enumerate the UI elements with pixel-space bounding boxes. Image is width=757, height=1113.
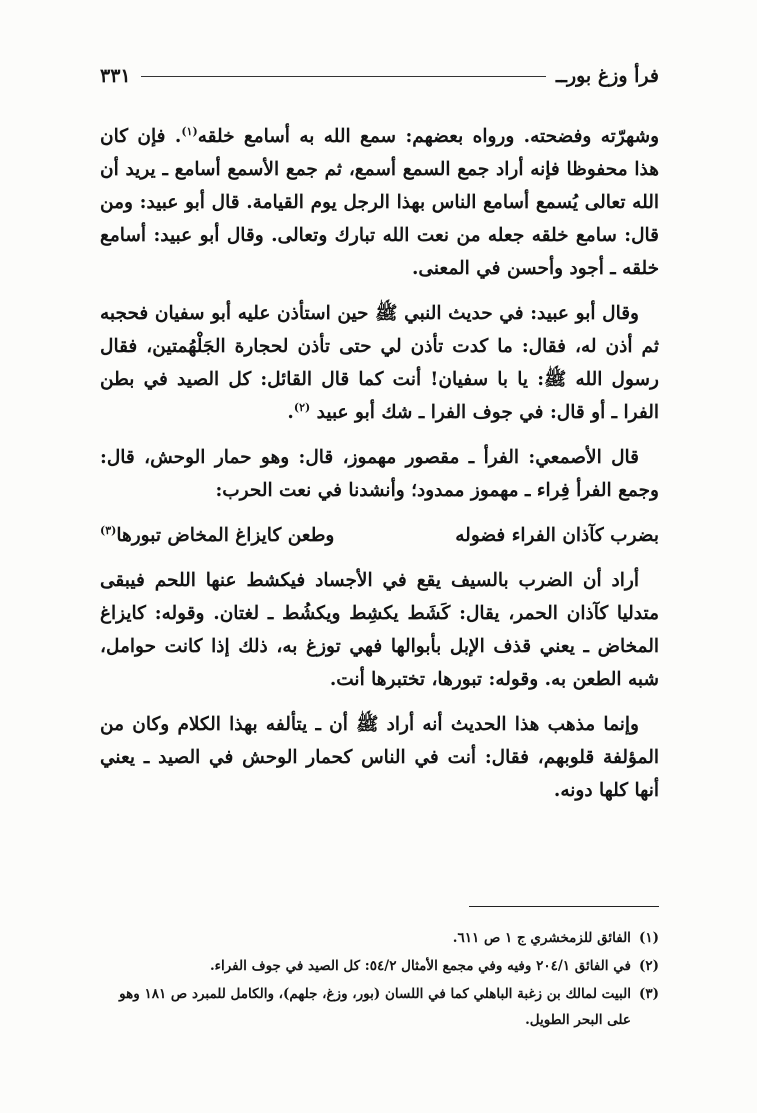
footnote-2 xyxy=(100,953,659,979)
footnote-ref-3: (٣) xyxy=(100,523,117,537)
paragraph-1 xyxy=(100,120,659,285)
paragraph-4: أراد أن الضرب بالسيف يقع في الأجساد فيكشط عنها اللحم فيبقى متدليا كآذان الحمر، يقال: كَشَط يكشِط ويكشُط ـ لغتان. وقوله: كايزاغ المخاض ـ يعني قذف الإبل بأبوالها فهي توزغ به، ذلك إذا كانت حوامل، شبه الطعن به. وقوله: تبورها، تختبرها أنت. xyxy=(100,570,659,690)
footnote-number: (٣) xyxy=(638,986,659,1002)
running-header xyxy=(100,58,659,94)
footnote-number: (٢) xyxy=(638,958,659,974)
footnote-ref-2: (٢) xyxy=(293,400,311,414)
paragraph-5: وإنما مذهب هذا الحديث أنه أراد ﷺ أن ـ يتألفه بهذا الكلام وكان من المؤلفة قلوبهم، فقال: أنت في الناس كحمار الوحش في الصيد ـ يعني أنها كلها دونه. xyxy=(100,714,659,801)
paragraph-3: قال الأصمعي: الفرأ ـ مقصور مهموز، قال: وهو حمار الوحش، قال: وجمع الفرأ فِراء ـ مهموز ممدود؛ وأنشدنا في نعت الحرب: xyxy=(100,447,659,501)
footnote-1 xyxy=(100,925,659,951)
paragraph-2 xyxy=(100,297,659,429)
header-rule xyxy=(141,76,546,77)
main-text xyxy=(100,120,659,819)
header-title: فرأ وزغ بورــ xyxy=(555,65,659,87)
footnote-text: الفائق للزمخشري ج ١ ص ٦١١. xyxy=(452,930,631,946)
footnote-text: البيت لمالك بن زغبة الباهلي كما في اللسان (بور، وزغ، جلهم)، والكامل للمبرد ص ١٨١ وهو على البحر الطويل. xyxy=(119,986,631,1028)
paragraph-2-end: . xyxy=(287,402,294,423)
poetry-verse xyxy=(100,519,659,552)
footnote-number: (١) xyxy=(638,930,659,946)
footnote-3 xyxy=(100,981,659,1033)
paragraph-1-start: وشهرّته وفضحته. ورواه بعضهم: سمع الله به أسامع خلقه xyxy=(197,126,659,147)
paragraph-2-text: وقال أبو عبيد: في حديث النبي ﷺ حين استأذن عليه أبو سفيان فحجبه ثم أذن له، فقال: ما كدت تأذن لي حتى تأذن لحجارة الجَلْهُمتين، فقال رسول الله ﷺ: يا با سفيان! أنت كما قال القائل: كل الصيد في بطن الفرا ـ أو قال: في جوف الفرا ـ شك أبو عبيد xyxy=(100,303,659,423)
verse-second-hemistich xyxy=(100,519,334,552)
footnote-separator xyxy=(469,906,659,907)
footnote-text: في الفائق ٢٠٤/١ وفيه وفي مجمع الأمثال ٥٤/٢: كل الصيد في جوف الفراء. xyxy=(209,958,631,974)
paragraph-1-rest: . فإن كان هذا محفوظا فإنه أراد جمع السمع أسمع، ثم جمع الأسمع أسامع ـ يريد أن الله تعالى يُسمع أسامع الناس بهذا الرجل يوم القيامة. قال أبو عبيد: ومن قال: سامع خلقه جعله من نعت الله تبارك وتعالى. وقال أبو عبيد: أسامع خلقه ـ أجود وأحسن في المعنى. xyxy=(100,126,659,279)
footnotes xyxy=(100,925,659,1035)
verse-second-text: وطعن كايزاغ المخاض تبورها xyxy=(116,525,335,546)
page-number: ٣٣١ xyxy=(100,65,131,87)
verse-first-hemistich: بضرب كآذان الفراء فضوله xyxy=(455,525,659,546)
footnote-ref-1: (١) xyxy=(181,124,198,138)
